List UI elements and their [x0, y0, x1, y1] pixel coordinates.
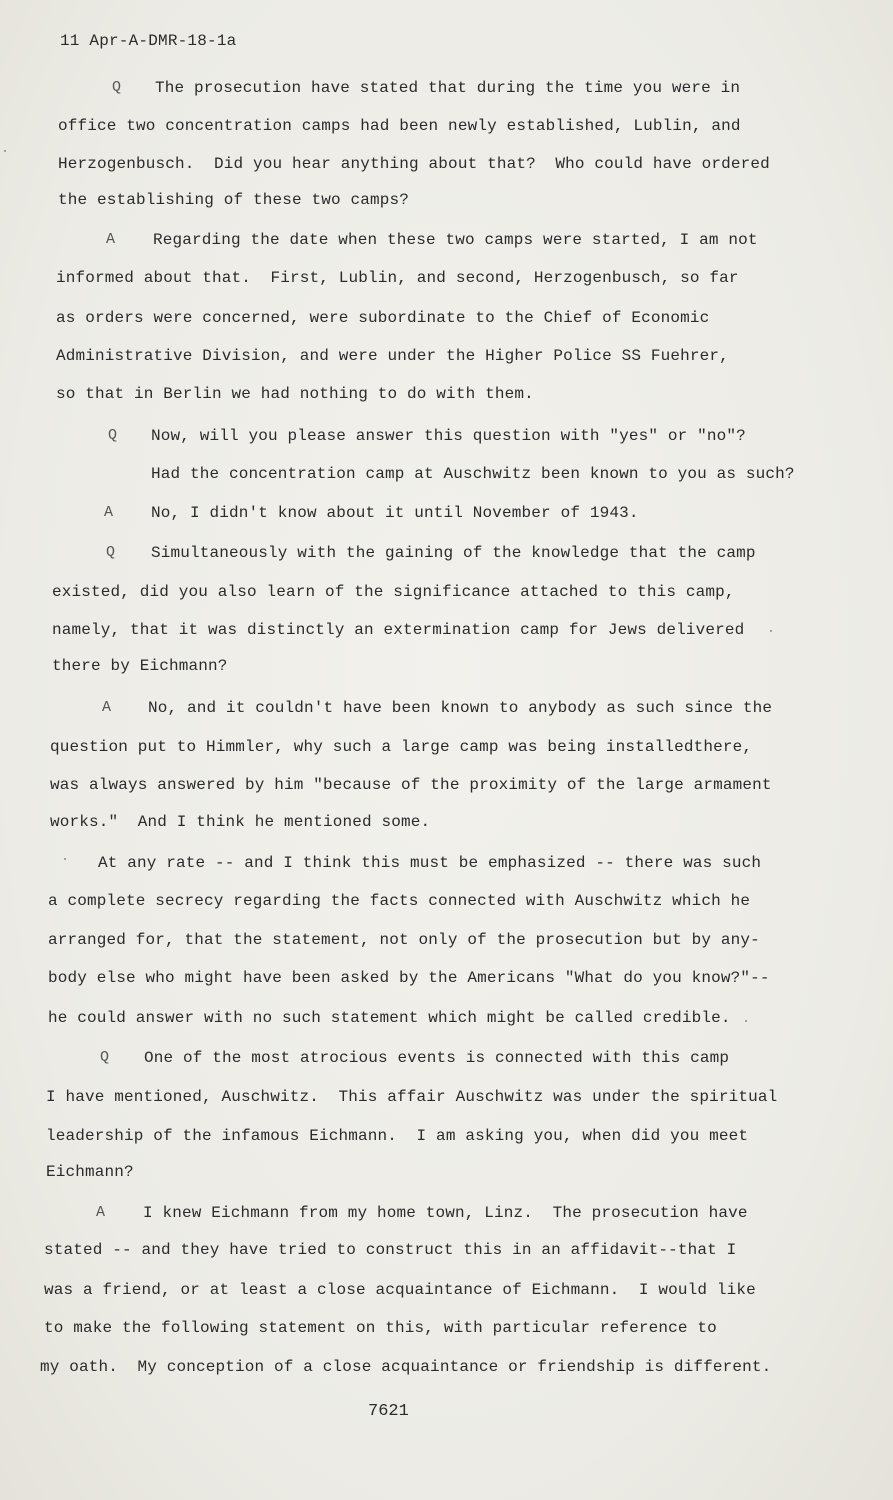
text-line: No, and it couldn't have been known to anybody as such since the	[148, 699, 773, 717]
text-line: Now, will you please answer this question with "yes" or "no"?	[151, 427, 746, 445]
paper-speck	[770, 630, 772, 632]
text-line: as orders were concerned, were subordinate to the Chief of Economic	[56, 309, 710, 327]
text-line: Herzogenbusch. Did you hear anything about that? Who could have ordered	[58, 155, 770, 173]
text-line: Administrative Division, and were under the Higher Police SS Fuehrer,	[56, 347, 729, 365]
question-marker: Q	[112, 79, 122, 96]
text-line: was a friend, or at least a close acquaintance of Eichmann. I would like	[44, 1281, 756, 1299]
text-line: there by Eichmann?	[52, 657, 228, 675]
text-line: I knew Eichmann from my home town, Linz. The prosecution have	[143, 1204, 748, 1222]
question-marker: Q	[108, 427, 118, 444]
text-line: the establishing of these two camps?	[58, 191, 410, 209]
text-line: works." And I think he mentioned some.	[50, 813, 431, 831]
text-line: Eichmann?	[46, 1163, 134, 1181]
answer-marker: A	[106, 231, 116, 248]
text-line: Had the concentration camp at Auschwitz been known to you as such?	[151, 465, 795, 483]
text-line: No, I didn't know about it until November of 1943.	[151, 504, 639, 522]
text-line: Simultaneously with the gaining of the knowledge that the camp	[151, 544, 756, 562]
text-line: to make the following statement on this, with particular reference to	[44, 1319, 717, 1337]
text-line: existed, did you also learn of the significance attached to this camp,	[52, 583, 735, 601]
question-marker: Q	[106, 544, 116, 561]
page-number: 7621	[368, 1402, 409, 1421]
text-line: Regarding the date when these two camps were started, I am not	[153, 231, 758, 249]
text-line: was always answered by him "because of the proximity of the large armament	[50, 776, 772, 794]
text-line: body else who might have been asked by the Americans "What do you know?"--	[48, 969, 770, 987]
text-line: The prosecution have stated that during the time you were in	[155, 79, 741, 97]
answer-marker: A	[104, 504, 114, 521]
text-line: a complete secrecy regarding the facts connected with Auschwitz which he	[48, 892, 751, 910]
text-line: my oath. My conception of a close acquaintance or friendship is different.	[40, 1358, 772, 1376]
text-line: One of the most atrocious events is connected with this camp	[144, 1049, 730, 1067]
text-line: question put to Himmler, why such a large camp was being installedthere,	[50, 738, 753, 756]
text-line: namely, that it was distinctly an extermination camp for Jews delivered	[52, 621, 745, 639]
text-line: stated -- and they have tried to construct this in an affidavit--that I	[44, 1241, 737, 1259]
text-line: office two concentration camps had been newly established, Lublin, and	[58, 117, 741, 135]
answer-marker: A	[96, 1204, 106, 1221]
text-line: informed about that. First, Lublin, and second, Herzogenbusch, so far	[56, 269, 739, 287]
document-reference: 11 Apr-A-DMR-18-1a	[60, 32, 237, 50]
text-line: leadership of the infamous Eichmann. I am asking you, when did you meet	[46, 1127, 749, 1145]
paper-speck	[64, 858, 66, 860]
answer-marker: A	[102, 699, 112, 716]
text-line: so that in Berlin we had nothing to do with them.	[56, 385, 534, 403]
text-line: At any rate -- and I think this must be emphasized -- there was such	[98, 854, 762, 872]
paper-speck	[4, 150, 6, 152]
text-line: he could answer with no such statement which might be called credible.	[48, 1009, 731, 1027]
question-marker: Q	[100, 1049, 110, 1066]
paper-speck	[745, 1020, 747, 1022]
text-line: I have mentioned, Auschwitz. This affair Auschwitz was under the spiritual	[46, 1088, 778, 1106]
text-line: arranged for, that the statement, not only of the prosecution but by any-	[48, 931, 760, 949]
